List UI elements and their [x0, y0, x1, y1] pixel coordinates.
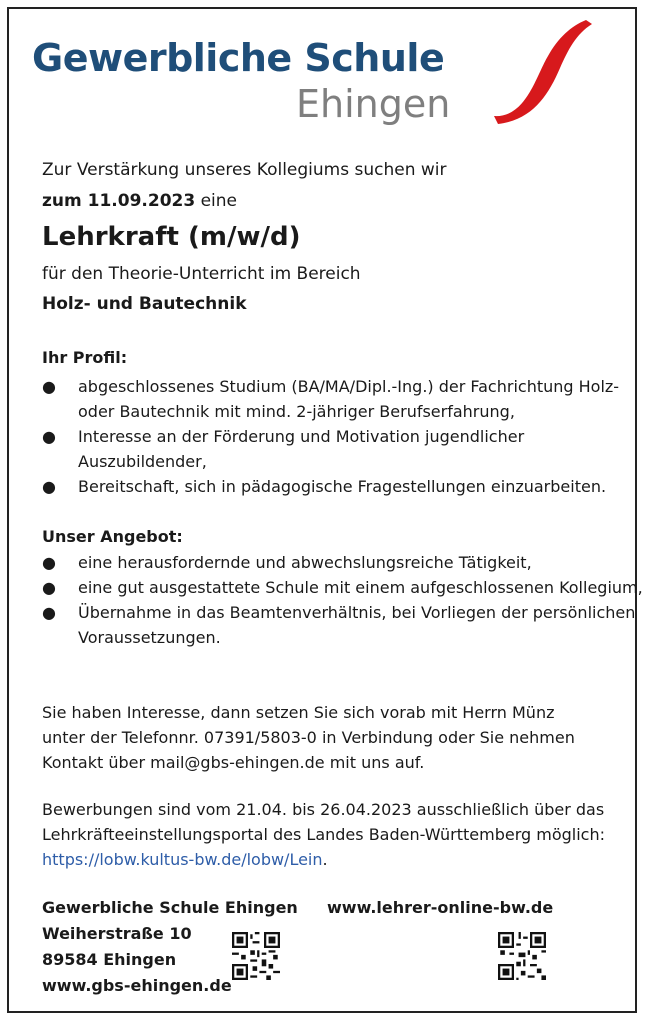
list-item: ● Übernahme in das Beamtenverhältnis, bei Vorliegen der persönlichen Voraussetzungen. — [42, 600, 648, 650]
city: 89584 Ehingen — [42, 950, 177, 969]
portal-website[interactable]: www.lehrer-online-bw.de — [327, 898, 554, 917]
portal-link[interactable]: https://lobw.kultus-bw.de/lobw/Lein — [42, 850, 323, 869]
intro-date-line — [42, 191, 237, 211]
profile-list — [42, 374, 648, 499]
bullet-icon: ● — [42, 427, 56, 446]
application-text: Bewerbungen sind vom 21.04. bis 26.04.2023 ausschließlich über das Lehrkräfteeinstellungsportal des Landes Baden-Württemberg möglich: https://lobw.kultus-bw.de/lobw/Lein. — [42, 800, 605, 869]
list-item: ● abgeschlossenes Studium (BA/MA/Dipl.-Ing.) der Fachrichtung Holz- oder Bautechnik mit mind. 2-jähriger Berufserfahrung, — [42, 374, 648, 424]
bullet-icon: ● — [42, 578, 56, 597]
field-title: Holz- und Bautechnik — [42, 294, 247, 314]
list-item: ● eine gut ausgestattete Schule mit einem aufgeschlossenen Kollegium, — [42, 575, 648, 600]
qr-code-icon[interactable] — [232, 932, 280, 980]
list-item: ● Interesse an der Förderung und Motivation jugendlicher Auszubildender, — [42, 424, 648, 474]
logo-city: Ehingen — [296, 82, 451, 126]
bullet-icon: ● — [42, 603, 56, 622]
school-name: Gewerbliche Schule Ehingen — [42, 898, 298, 917]
school-website[interactable]: www.gbs-ehingen.de — [42, 976, 232, 995]
qr-code-icon[interactable] — [498, 932, 546, 980]
list-item: ● Bereitschaft, sich in pädagogische Fragestellungen einzuarbeiten. — [42, 474, 648, 499]
start-date: zum 11.09.2023 — [42, 191, 196, 211]
offer-heading: Unser Angebot: — [42, 527, 183, 546]
offer-list — [42, 550, 648, 650]
bullet-icon: ● — [42, 553, 56, 572]
bullet-icon: ● — [42, 377, 56, 396]
bullet-icon: ● — [42, 477, 56, 496]
list-item: ● eine herausfordernde und abwechslungsreiche Tätigkeit, — [42, 550, 648, 575]
contact-text: Sie haben Interesse, dann setzen Sie sich vorab mit Herrn Münz unter der Telefonnr. 07391/5803-0 in Verbindung oder Sie nehmen Kontakt über mail@gbs-ehingen.de mit uns auf. — [42, 703, 575, 772]
intro-date-rest: eine — [195, 191, 238, 211]
intro-area-line: für den Theorie-Unterricht im Bereich — [42, 264, 361, 284]
position-title: Lehrkraft (m/w/d) — [42, 222, 301, 252]
profile-heading: Ihr Profil: — [42, 348, 128, 367]
intro-line: Zur Verstärkung unseres Kollegiums suchen wir — [42, 160, 447, 180]
logo-title: Gewerbliche Schule — [32, 36, 445, 80]
street: Weiherstraße 10 — [42, 924, 192, 943]
red-swoosh-icon — [486, 16, 596, 126]
